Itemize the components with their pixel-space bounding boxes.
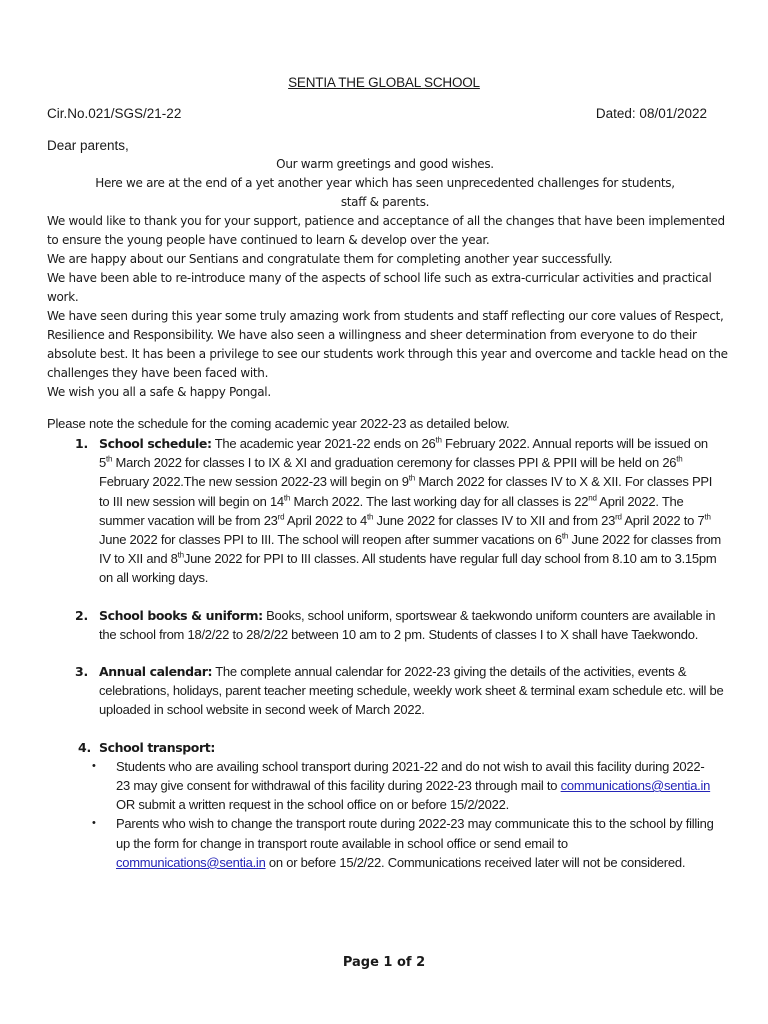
bullet-item-route-change	[92, 814, 716, 872]
superscript: th	[561, 531, 569, 541]
superscript: nd	[588, 493, 597, 503]
text-segment: April 2022 to 7	[621, 512, 705, 528]
superscript: th	[408, 474, 415, 484]
item-number: 1.	[75, 436, 88, 451]
schedule-list	[0, 434, 768, 872]
superscript: th	[177, 550, 184, 560]
circular-date: Dated: 08/01/2022	[595, 106, 707, 121]
list-item-books-uniform	[0, 606, 768, 644]
intro-line-2: staff & parents.	[340, 195, 430, 209]
school-title: SENTIA THE GLOBAL SCHOOL	[288, 75, 480, 90]
item-body	[99, 606, 724, 644]
item-body	[99, 434, 724, 588]
paragraph-reintroduce: We have been able to re-introduce many of the aspects of school life such as extra-curricular activities and practical work.	[47, 271, 712, 304]
letter-body	[47, 155, 737, 402]
superscript: th	[676, 454, 683, 464]
item-number: 3.	[75, 664, 88, 680]
item-number: 4.	[78, 739, 91, 755]
bullet-icon: •	[92, 759, 96, 772]
text-segment: April 2022. The summer vacation will be from 23	[99, 493, 684, 528]
text-segment: June 2022 for classes PPI to III. The school will reopen after summer vacations on 6	[99, 532, 562, 548]
paragraph-values: We have seen during this year some truly amazing work from students and staff reflecting our core values of Respect, Resilience and Responsibility. We have also seen a willingness and sheer determination from everyone to do their absolute best. It has been a privilege to see our students work through this year and overcome and tackle head on the challenges they have been faced with.	[47, 309, 728, 380]
salutation: Dear parents,	[47, 138, 129, 153]
item-body	[99, 738, 724, 757]
item-body	[99, 662, 724, 720]
email-link[interactable]: communications@sentia.in	[116, 854, 266, 870]
superscript: rd	[615, 512, 622, 522]
intro-line-1: Here we are at the end of a yet another year which has seen unprecedented challenges for students,	[95, 176, 675, 190]
text-segment: June 2022 for PPI to III classes. All students have regular full day school from 8.10 am to 3.15pm on all working days.	[99, 551, 717, 586]
bullet-text: Parents who wish to change the transport route during 2022-23 may communicate this to the school by filling up the form for change in transport route available in school office or send email to	[116, 816, 714, 851]
item-text: Books, school uniform, sportswear & taekwondo uniform counters are available in the school from 18/2/22 to 28/2/22 between 10 am to 2 pm. Students of classes I to X shall have Taekwondo.	[99, 607, 716, 642]
schedule-note: Please note the schedule for the coming academic year 2022-23 as detailed below.	[47, 416, 510, 431]
bullet-text: Students who are availing school transport during 2021-22 and do not wish to avail this facility during 2022-23 may give consent for withdrawal of this facility during 2022-23 through mail to	[116, 758, 705, 794]
text-segment: March 2022 for classes I to IX & XI and graduation ceremony for classes PPI & PPII will be held on 26	[112, 455, 677, 471]
item-number: 2.	[75, 607, 88, 623]
item-label: School schedule:	[99, 436, 212, 451]
paragraph-congratulate: We are happy about our Sentians and congratulate them for completing another year successfully.	[47, 252, 613, 266]
text-segment: March 2022. The last working day for all classes is 22	[290, 493, 589, 509]
bullet-icon: •	[92, 817, 96, 830]
text-segment: March 2022 for classes IV to X & XII. For classes PPI to III new session will begin on 14	[99, 474, 713, 509]
superscript: th	[283, 493, 291, 503]
text-segment: June 2022 for classes IV to XII and from 23	[373, 512, 616, 528]
text-segment: The academic year 2021-22 ends on 26	[211, 436, 436, 451]
email-link[interactable]: communications@sentia.in	[560, 778, 711, 794]
item-label: School books & uniform:	[99, 607, 263, 623]
text-segment: February 2022.The new session 2022-23 will begin on 9	[99, 474, 409, 490]
superscript: th	[435, 435, 442, 445]
text-segment: February 2022. Annual reports will be issued on 5	[99, 436, 708, 471]
list-item-school-schedule	[0, 434, 768, 588]
greeting: Our warm greetings and good wishes.	[276, 157, 494, 171]
list-item-school-transport	[0, 738, 768, 872]
transport-bullets	[0, 757, 768, 872]
superscript: th	[704, 512, 711, 522]
circular-number: Cir.No.021/SGS/21-22	[47, 106, 182, 121]
item-text: The complete annual calendar for 2022-23 giving the details of the activities, events & celebrations, holidays, parent teacher meeting schedule, weekly work sheet & terminal exam schedule etc. will be uploaded in school website in second week of March 2022.	[99, 664, 724, 718]
text-segment: June 2022 for classes from IV to XII and 8	[99, 532, 722, 567]
text-segment: April 2022 to 4	[284, 512, 368, 528]
paragraph-thanks: We would like to thank you for your support, patience and acceptance of all the changes that have been implemented to ensure the young people have continued to learn & develop over the year.	[47, 214, 725, 247]
bullet-item-withdrawal	[92, 757, 716, 815]
superscript: rd	[277, 512, 285, 522]
item-label: Annual calendar:	[99, 664, 213, 680]
superscript: th	[105, 454, 113, 464]
superscript: th	[367, 512, 374, 522]
bullet-text: OR submit a written request in the school office on or before 15/2/2022.	[116, 797, 509, 813]
item-label: School transport:	[99, 739, 215, 755]
list-item-annual-calendar	[0, 662, 768, 720]
paragraph-pongal: We wish you all a safe & happy Pongal.	[47, 385, 271, 399]
page-number: Page 1 of 2	[342, 955, 426, 970]
bullet-text: on or before 15/2/22. Communications received later will not be considered.	[265, 854, 686, 870]
